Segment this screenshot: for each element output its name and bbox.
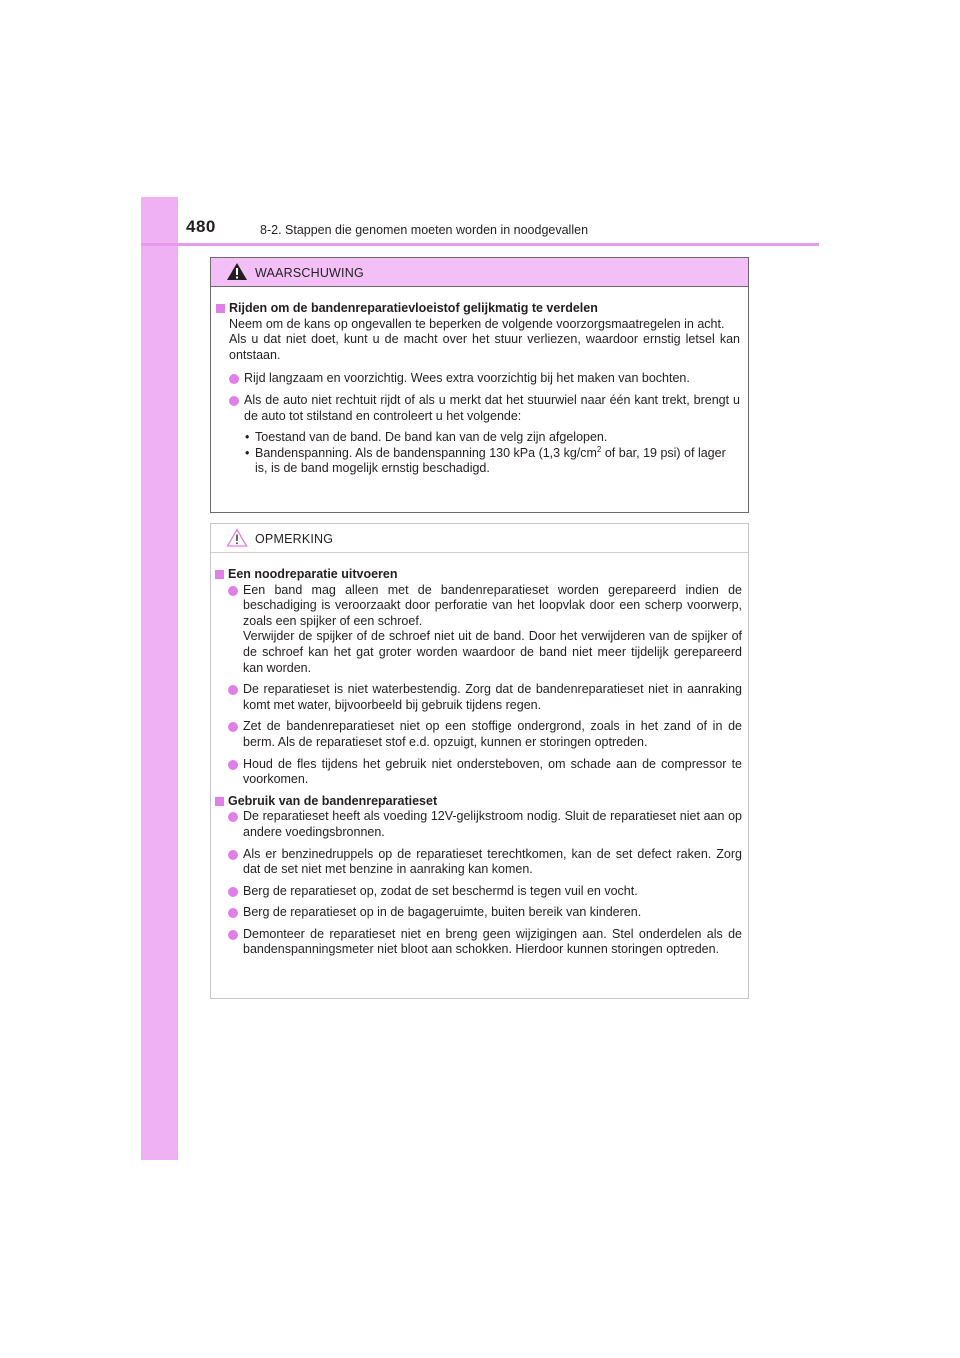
notice-box [210, 523, 749, 999]
warning-intro-2: Als u dat niet doet, kunt u de macht over het stuur verliezen, waardoor ernstig letsel kan ontstaan. [229, 332, 740, 362]
warning-bullet: Als de auto niet rechtuit rijdt of als u merkt dat het stuurwiel naar één kant trekt, brengt u de auto tot stilstand en controleert u het volgende: [213, 393, 740, 424]
warning-title: WAARSCHUWING [255, 266, 364, 280]
notice-bullet: Demonteer de reparatieset niet en breng geen wijzigingen aan. Stel onderdelen als de bandenspanningsmeter niet bloot aan schokken. Hierdoor kunnen storingen optreden. [212, 927, 742, 958]
notice-bullet: Berg de reparatieset op, zodat de set beschermd is tegen vuil en vocht. [212, 884, 742, 900]
round-bullet-icon [228, 812, 238, 822]
page-number: 480 [186, 217, 216, 236]
notice-title: OPMERKING [255, 532, 334, 546]
round-bullet-icon [228, 850, 238, 860]
round-bullet-icon [228, 887, 238, 897]
round-bullet-icon [228, 930, 238, 940]
notice-bullet: Zet de bandenreparatieset niet op een stoffige ondergrond, zoals in het zand of in de berm. Als de reparatieset stof e.d. opzuigt, kunnen er storingen optreden. [212, 719, 742, 750]
notice-bullet: Berg de reparatieset op in de bagageruimte, buiten bereik van kinderen. [212, 905, 742, 921]
square-bullet-icon [215, 797, 224, 806]
warning-sub-item: • Bandenspanning. Als de bandenspanning 130 kPa (1,3 $kg/cm^2$ of bar, 19 psi) of lager is, is de band mogelijk ernstig beschadigd. [245, 444, 726, 476]
notice-heading-1: Een noodreparatie uitvoeren [212, 567, 742, 583]
warning-heading: Rijden om de bandenreparatievloeistof gelijkmatig te verdelen [213, 301, 740, 317]
page-header [178, 213, 819, 247]
round-bullet-icon [228, 760, 238, 770]
round-bullet-icon [229, 374, 239, 384]
notice-heading-2: Gebruik van de bandenreparatieset [212, 794, 742, 810]
chapter-tab-bar [141, 197, 178, 1160]
notice-content [211, 567, 748, 958]
warning-header [211, 258, 748, 287]
square-bullet-icon [216, 304, 225, 313]
round-bullet-icon [228, 685, 238, 695]
square-bullet-icon [215, 570, 224, 579]
notice-bullet: Houd de fles tijdens het gebruik niet ondersteboven, om schade aan de compressor te voorkomen. [212, 757, 742, 788]
notice-bullet: Een band mag alleen met de bandenreparatieset worden gerepareerd indien de beschadiging is veroorzaakt door perforatie van het loopvlak door een scherp voorwerp, zoals een spijker of een schroef. Verwijder de spijker of de schroef niet uit de band. Door het verwijderen van de spijker of de schroef kan het gat groter worden waardoor de band niet meer tijdelijk gerepareerd kan worden. [212, 583, 742, 677]
notice-bullet: Als er benzinedruppels op de reparatieset terechtkomen, kan de set defect raken. Zorg dat de set niet met benzine in aanraking kan komen. [212, 847, 742, 878]
round-bullet-icon [229, 396, 239, 406]
section-title: 8-2. Stappen die genomen moeten worden in noodgevallen [260, 223, 589, 237]
warning-triangle-icon [226, 262, 248, 281]
notice-triangle-icon [226, 528, 248, 547]
round-bullet-icon [228, 908, 238, 918]
warning-bullet: Rijd langzaam en voorzichtig. Wees extra voorzichtig bij het maken van bochten. [213, 371, 740, 387]
notice-bullet: De reparatieset is niet waterbestendig. Zorg dat de bandenreparatieset niet in aanraking komt met water, bijvoorbeeld bij gebruik tijdens regen. [212, 682, 742, 713]
warning-intro-1: Neem om de kans op ongevallen te beperken de volgende voorzorgsmaatregelen in acht. [229, 316, 725, 331]
round-bullet-icon [228, 722, 238, 732]
notice-bullet: De reparatieset heeft als voeding 12V-gelijkstroom nodig. Sluit de reparatieset niet aan op andere voedingsbronnen. [212, 809, 742, 840]
warning-content [211, 301, 748, 477]
warning-box [210, 257, 749, 513]
round-bullet-icon [228, 586, 238, 596]
notice-header [211, 524, 748, 553]
warning-sub-item: • Toestand van de band. De band kan van de velg zijn afgelopen. [245, 430, 608, 445]
header-rule [141, 243, 819, 246]
